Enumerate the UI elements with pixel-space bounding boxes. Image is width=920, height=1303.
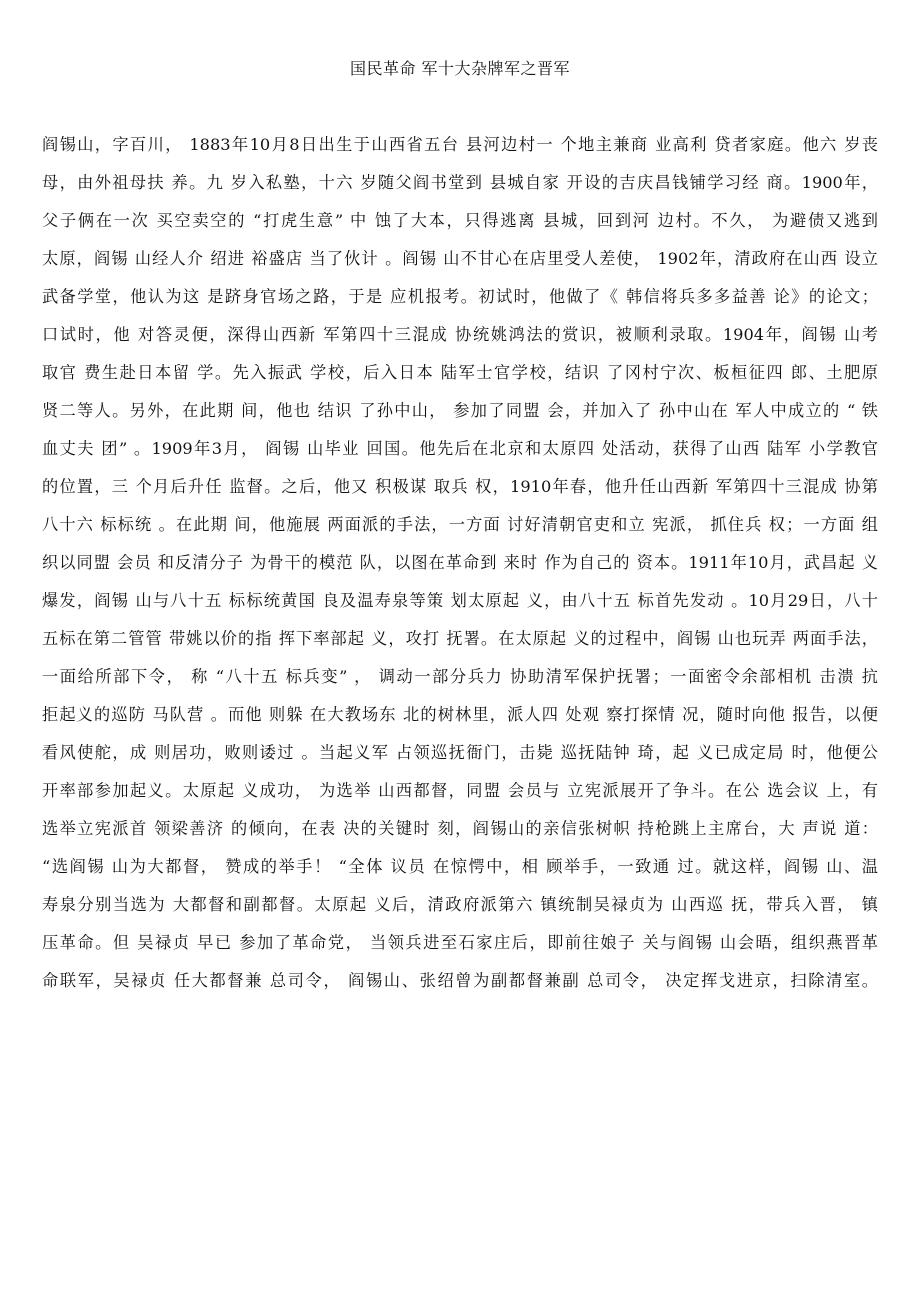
- paragraph-line: 的位置，三 个月后升任 监督。之后，他又 积极谋 取兵 权，1910年春，他升任山西新 军第四十三混成 协第: [42, 477, 878, 496]
- paragraph-line: 武备学堂，他认为这 是跻身官场之路，于是 应机报考。初试时，他做了《 韩信将兵多多益善 论》的论文；: [42, 287, 878, 306]
- paragraph-line: 开率部参加起义。太原起 义成功， 为选举 山西都督，同盟 会员与 立宪派展开了争斗。在公 选会议 上，有: [42, 781, 878, 800]
- paragraph-line: 阎锡山，字百川， 1883年10月8日出生于山西省五台 县河边村一 个地主兼商 业高利 贷者家庭。他六 岁丧: [42, 135, 878, 154]
- document-title: 国民革命 军十大杂牌军之晋军: [349, 59, 571, 78]
- paragraph-line: “选阎锡 山为大都督， 赞成的举手！ “全体 议员 在惊愕中，相 顾举手，一致通 过。就这样，阎锡 山、温: [42, 857, 878, 876]
- paragraph-line: 一面给所部下令， 称 “八十五 标兵变” ， 调动一部分兵力 协助清军保护抚署；一面密令余部相机 击溃 抗: [42, 667, 878, 686]
- paragraph-line: 血丈夫 团” 。1909年3月， 阎锡 山毕业 回国。他先后在北京和太原四 处活动，获得了山西 陆军 小学教官: [42, 439, 878, 458]
- paragraph-line: 爆发，阎锡 山与八十五 标标统黄国 良及温寿泉等策 划太原起 义，由八十五 标首先发动 。10月29日，八十: [42, 591, 878, 610]
- paragraph-line: 压革命。但 吴禄贞 早已 参加了革命党， 当领兵进至石家庄后，即前往娘子 关与阎锡 山会晤，组织燕晋革: [42, 933, 878, 952]
- paragraph-line: 母，由外祖母扶 养。九 岁入私塾，十六 岁随父阎书堂到 县城自家 开设的吉庆昌钱铺学习经 商。1900年，: [42, 173, 878, 192]
- paragraph-line: 看风使舵，成 则居功，败则诿过 。当起义军 占领巡抚衙门，击毙 巡抚陆钟 琦，起 义已成定局 时，他便公: [42, 743, 878, 762]
- paragraph-line: 选举立宪派首 领梁善济 的倾向，在表 决的关键时 刻，阎锡山的亲信张树帜 持枪跳上主席台，大 声说 道：: [42, 819, 878, 838]
- paragraph-line: 拒起义的巡防 马队营 。而他 则躲 在大教场东 北的树林里，派人四 处观 察打探情 况，随时向他 报告，以便: [42, 705, 878, 724]
- paragraph-line: 命联军，吴禄贞 任大都督兼 总司令， 阎锡山、张绍曾为副都督兼副 总司令， 决定挥戈进京，扫除清室。: [42, 971, 878, 990]
- paragraph-line: 织以同盟 会员 和反清分子 为骨干的模范 队，以图在革命到 来时 作为自己的 资本。1911年10月，武昌起 义: [42, 553, 878, 572]
- paragraph-line: 贤二等人。另外，在此期 间，他也 结识 了孙中山， 参加了同盟 会，并加入了 孙中山在 军人中成立的 “ 铁: [42, 401, 878, 420]
- paragraph-line: 太原，阎锡 山经人介 绍进 裕盛店 当了伙计 。阎锡 山不甘心在店里受人差使， 1902年，清政府在山西 设立: [42, 249, 878, 268]
- paragraph-line: 寿泉分别当选为 大都督和副都督。太原起 义后，清政府派第六 镇统制吴禄贞为 山西巡 抚，带兵入晋， 镇: [42, 895, 878, 914]
- paragraph-line: 五标在第二管管 带姚以价的指 挥下率部起 义，攻打 抚署。在太原起 义的过程中，阎锡 山也玩弄 两面手法，: [42, 629, 878, 648]
- paragraph-line: 口试时，他 对答灵便，深得山西新 军第四十三混成 协统姚鸿法的赏识，被顺利录取。1904年，阎锡 山考: [42, 325, 878, 344]
- document-body: [42, 126, 878, 1000]
- paragraph-line: 父子俩在一次 买空卖空的 “打虎生意” 中 蚀了大本，只得逃离 县城，回到河 边村。不久， 为避债又逃到: [42, 211, 878, 230]
- paragraph-line: 取官 费生赴日本留 学。先入振武 学校，后入日本 陆军士官学校，结识 了冈村宁次、板桓征四 郎、土肥原: [42, 363, 878, 382]
- paragraph-line: 八十六 标标统 。在此期 间，他施展 两面派的手法，一方面 讨好清朝官吏和立 宪派， 抓住兵 权；一方面 组: [42, 515, 878, 534]
